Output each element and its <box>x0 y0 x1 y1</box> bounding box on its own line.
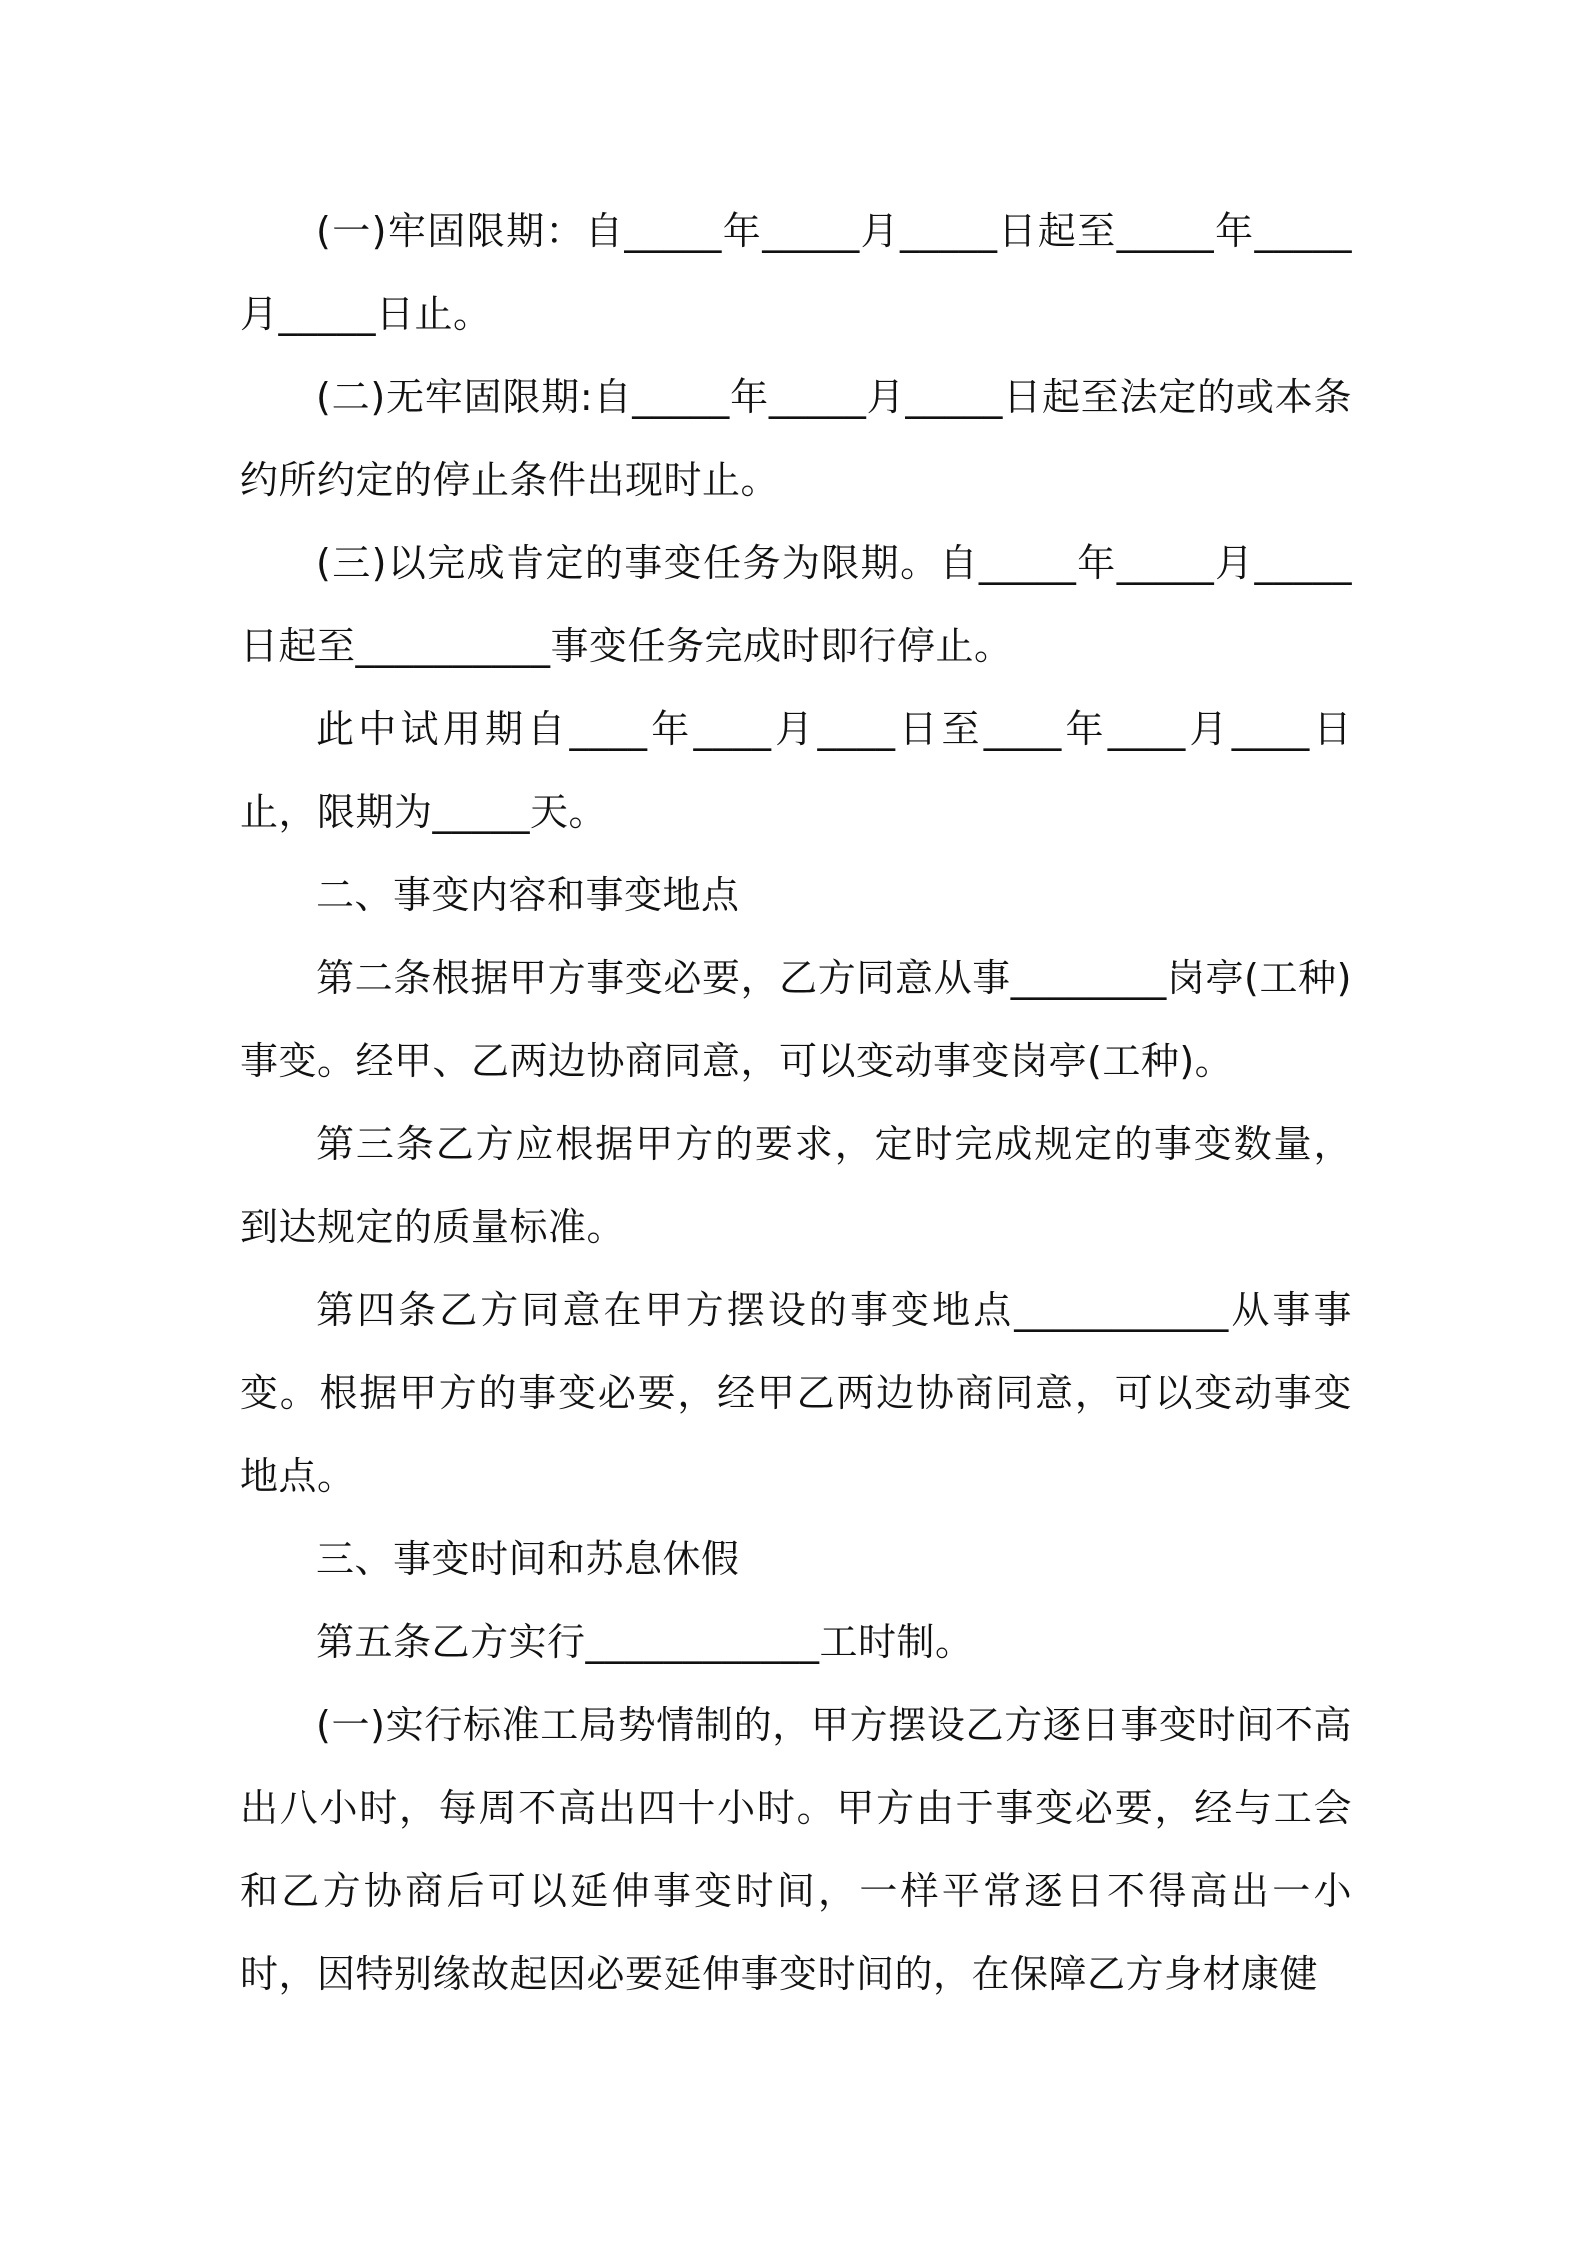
standard-hours-paragraph: (一)实行标准工局势情制的，甲方摆设乙方逐日事变时间不高出八小时，每周不高出四十小时。甲方由于事变必要，经与工会和乙方协商后可以延伸事变时间，一样平常逐日不得高出一小时，因特别缘故起因必要延伸事变时间的，在保障乙方身材康健 <box>240 1703 1352 1996</box>
document-body <box>240 190 1352 2016</box>
term-task-period-paragraph: (三)以完成肯定的事变任务为限期。自_____年_____月_____日起至__________事变任务完成时即行停止。 <box>240 541 1352 668</box>
section-heading-work-time: 三、事变时间和苏息休假 <box>316 1537 740 1581</box>
article-4-paragraph: 第四条乙方同意在甲方摆设的事变地点___________从事事变。根据甲方的事变必要，经甲乙两边协商同意，可以变动事变地点。 <box>240 1288 1352 1498</box>
article-5-paragraph: 第五条乙方实行____________工时制。 <box>316 1620 974 1664</box>
section-heading-work-content: 二、事变内容和事变地点 <box>316 873 740 917</box>
term-fixed-period-paragraph: (一)牢固限期：自_____年_____月_____日起至_____年_____月_____日止。 <box>240 209 1352 336</box>
probation-paragraph: 此中试用期自____年____月____日至____年____月____日止，限期为_____天。 <box>240 707 1352 834</box>
article-2-paragraph: 第二条根据甲方事变必要，乙方同意从事________岗亭(工种)事变。经甲、乙两边协商同意，可以变动事变岗亭(工种)。 <box>240 956 1352 1083</box>
article-3-paragraph: 第三条乙方应根据甲方的要求，定时完成规定的事变数量，到达规定的质量标准。 <box>240 1122 1352 1249</box>
term-open-period-paragraph: (二)无牢固限期:自_____年_____月_____日起至法定的或本条约所约定的停止条件出现时止。 <box>240 375 1352 502</box>
